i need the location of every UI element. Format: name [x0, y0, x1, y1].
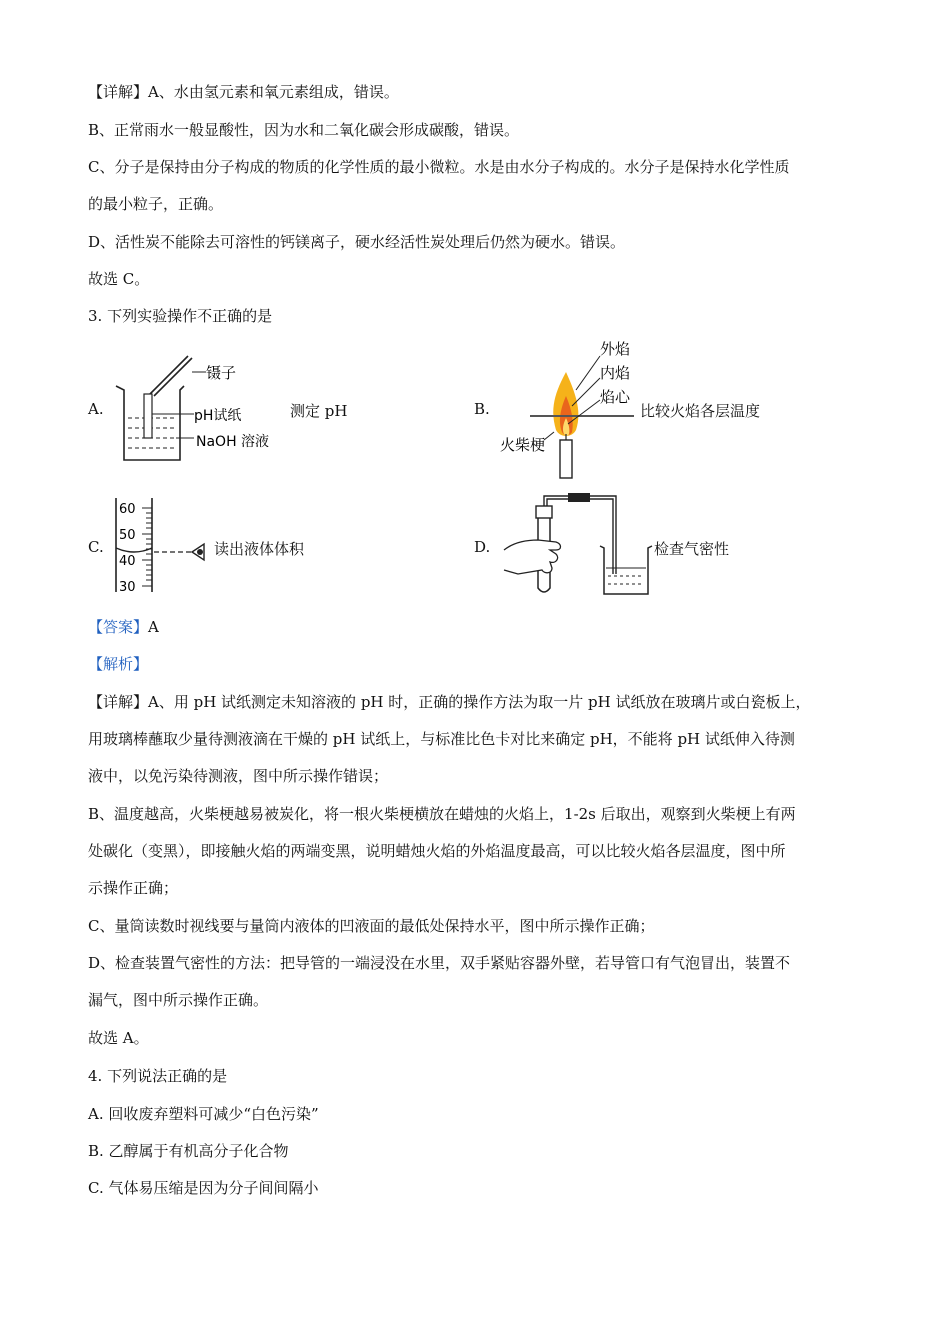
tick-40: 40: [119, 554, 136, 569]
label-matchstick: 火柴梗: [500, 436, 546, 454]
q4-stem: 4. 下列说法正确的是: [88, 1067, 228, 1085]
detail-p4: D、活性炭不能除去可溶性的钙镁离子，硬水经活性炭处理后仍然为硬水。错误。: [88, 233, 626, 251]
detail-d1: D、检查装置气密性的方法：把导管的一端浸没在水里，双手紧贴容器外壁，若导管口有气泡冒出，装置不: [88, 954, 791, 972]
q3-option-b-caption: 比较火焰各层温度: [640, 402, 761, 420]
detail-p3b: 的最小粒子，正确。: [88, 195, 224, 213]
answer-line: [88, 617, 159, 637]
analysis-tag: 【解析】: [88, 655, 149, 673]
detail-b3: 示操作正确；: [88, 879, 179, 897]
detail-d2: 漏气，图中所示操作正确。: [88, 991, 269, 1009]
detail-p3a: C、分子是保持由分子构成的物质的化学性质的最小微粒。水是由水分子构成的。水分子是保持水化学性质: [88, 158, 790, 176]
tick-50: 50: [119, 528, 136, 543]
hand-icon: [504, 540, 561, 574]
tick-60: 60: [119, 502, 136, 517]
label-flame-core: 焰心: [600, 388, 631, 406]
detail-p1: 【详解】A、水由氢元素和氧元素组成，错误。: [88, 83, 399, 101]
q3-option-c-figure: [108, 494, 218, 596]
q3-option-a-figure: [110, 350, 290, 468]
q3-option-d-letter: D.: [474, 538, 491, 556]
tick-30: 30: [119, 580, 136, 595]
q4-option-c: C. 气体易压缩是因为分子间间隔小: [88, 1179, 319, 1197]
answer-value: A: [148, 618, 159, 636]
q3-option-c-caption: 读出液体体积: [214, 540, 305, 558]
q3-option-b-letter: B.: [474, 400, 490, 418]
label-ph-paper: pH试纸: [194, 408, 242, 424]
detail-a1: 【详解】A、用 pH 试纸测定未知溶液的 pH 时，正确的操作方法为取一片 pH 试纸放在玻璃片或白瓷板上，: [88, 693, 811, 711]
label-tweezers: 镊子: [206, 364, 237, 382]
q3-option-c-letter: C.: [88, 538, 104, 556]
detail-b1: B、温度越高，火柴梗越易被炭化，将一根火柴梗横放在蜡烛的火焰上，1-2s 后取出，观察到火柴梗上有两: [88, 805, 796, 823]
label-naoh: NaOH 溶液: [196, 434, 270, 450]
detail-a2: 用玻璃棒蘸取少量待测液滴在干燥的 pH 试纸上，与标准比色卡对比来确定 pH，不能将 pH 试纸伸入待测: [88, 730, 795, 748]
conclusion-prev: 故选 C。: [88, 270, 150, 288]
detail-c: C、量筒读数时视线要与量筒内液体的凹液面的最低处保持水平，图中所示操作正确；: [88, 917, 655, 935]
detail-p2: B、正常雨水一般显酸性，因为水和二氧化碳会形成碳酸，错误。: [88, 121, 520, 139]
q3-stem: 3. 下列实验操作不正确的是: [88, 307, 273, 325]
label-outer-flame: 外焰: [600, 340, 631, 358]
detail-a3: 液中，以免污染待测液，图中所示操作错误；: [88, 767, 389, 785]
conclusion-q3: 故选 A。: [88, 1029, 149, 1047]
q3-option-b-figure: [500, 336, 645, 481]
label-inner-flame: 内焰: [600, 364, 631, 382]
q3-option-a-caption: 测定 pH: [290, 402, 348, 420]
q3-option-d-figure: [498, 488, 656, 600]
q3-option-a-letter: A.: [88, 400, 104, 418]
q4-option-a: A. 回收废弃塑料可减少“白色污染”: [88, 1105, 319, 1123]
q3-option-d-caption: 检查气密性: [654, 540, 730, 558]
answer-tag: 【答案】: [88, 618, 149, 636]
detail-b2: 处碳化（变黑），即接触火焰的两端变黑，说明蜡烛火焰的外焰温度最高，可以比较火焰各层温度，图中所: [88, 842, 786, 860]
q4-option-b: B. 乙醇属于有机高分子化合物: [88, 1142, 289, 1160]
